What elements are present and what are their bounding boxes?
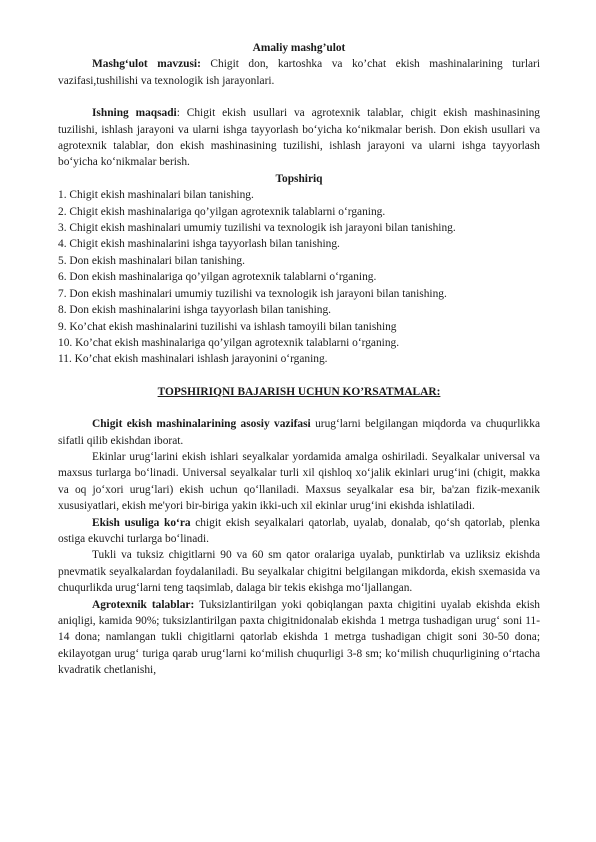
instructions-heading: TOPSHIRIQNI BAJARISH UCHUN KO’RSATMALAR: — [157, 385, 441, 398]
tasks-heading: Topshiriq — [275, 172, 323, 185]
task-item: 10. Ko’chat ekish mashinalariga qo’yilgan agrotexnik talablarni o‘rganing. — [58, 336, 400, 349]
task-item: 4. Chigit ekish mashinalarini ishga tayyorlash bilan tanishing. — [58, 238, 340, 251]
goal-label: Ishning maqsadi — [92, 107, 177, 120]
topic-label: Mashg‘ulot mavzusi: — [92, 58, 201, 71]
sowing-method-label: Ekish usuliga ko‘ra — [92, 516, 191, 529]
document-page — [58, 40, 540, 679]
seeders-paragraph: Ekinlar urug‘larini ekish ishlari seyalkalar yordamida amalga oshiriladi. Seyalkalar universal va maxsus turlarga bo‘linadi. Universal seyalkalar turli xil qishloq xo‘jalik ekinlari urug‘ini (chigit, makka va oq jo‘xori urug‘lari) ekish uchun qo‘llaniladi. Maxsus seyalkalar esa bir, ba'zan fizik-mexanik xususiyatlari, ekish me'yori bir-biriga yakin ikki-uch xil ekinlar urug‘ini ekishda ishlatiladi. — [58, 450, 540, 513]
task-item: 5. Don ekish mashinalari bilan tanishing. — [58, 254, 245, 267]
purpose-text: urug‘larni belgilangan miqdorda va chuqurlikka sifatli qilib ekishdan iborat. — [58, 418, 541, 447]
agrotechnical-label: Agrotexnik talablar: — [92, 598, 195, 611]
purpose-paragraph — [58, 416, 540, 449]
spacer — [58, 368, 540, 384]
task-item: 3. Chigit ekish mashinalari umumiy tuzilishi va texnologik ish jarayoni bilan tanishing. — [58, 222, 456, 235]
task-item: 11. Ko’chat ekish mashinalari ishlash jarayonini o‘rganing. — [58, 353, 328, 366]
task-item: 9. Ko’chat ekish mashinalarini tuzilishi va ishlash tamoyili bilan tanishing — [58, 320, 397, 333]
spacer — [58, 400, 540, 416]
spacer — [58, 89, 540, 105]
topic-paragraph — [58, 56, 540, 89]
purpose-label: Chigit ekish mashinalarining asosiy vazifasi — [92, 418, 311, 431]
goal-paragraph — [58, 105, 540, 171]
pneumatic-paragraph: Tukli va tuksiz chigitlarni 90 va 60 sm qator oralariga uyalab, punktirlab va uzliksiz ekishda pnevmatik seyalkalardan foydalaniladi. Bu seyalkalar chigitni belgilangan mikdorda, ekish sxemasida va chuqurlikda urug‘larni teng taqsimlab, dalaga bir tekis ekishga mo‘ljallangan. — [58, 549, 540, 595]
task-item: 6. Don ekish mashinalariga qo’yilgan agrotexnik talablarni o‘rganing. — [58, 271, 377, 284]
task-item: 8. Don ekish mashinalarini ishga tayyorlash bilan tanishing. — [58, 304, 332, 317]
sowing-method-paragraph — [58, 515, 540, 548]
agrotechnical-text: Tuksizlantirilgan yoki qobiqlangan paxta chigitini uyalab ekishda ekish aniqligi, kamida 90%; tuksizlantirilgan paxta chigitnidonalab ekishda 1 metrga tushadigan urug‘ soni 11-14 dona; namlangan tukli chigitlarni qatorlab ekishda 1 metrga tushadigan chigit soni 30-50 dona; ekilayotgan urug‘ turiga qarab urug‘larni ko‘milish chuqurligi 3-8 sm; ko‘milish chuqurligining o‘rtacha kvadratik chetlanishi, — [58, 598, 540, 677]
task-item: 7. Don ekish mashinalari umumiy tuzilishi va texnologik ish jarayoni bilan tanishing. — [58, 287, 447, 300]
tasks-list — [58, 187, 540, 367]
document-title: Amaliy mashg’ulot — [252, 42, 346, 54]
goal-text: : Chigit ekish usullari va agrotexnik talablar, chigit ekish mashinasining tuzilishi, ishlash jarayoni va ularni ishga tayyorlash bo‘yicha ko‘nikmalar berish. Don ekish usullari va agrotexnik talablar, don ekish mashinasining tuzilishi, ishlash jarayoni va ularni ishga tayyorlash bo‘yicha ko‘nikmalar berish. — [58, 107, 541, 169]
task-item: 2. Chigit ekish mashinalariga qo’yilgan agrotexnik talablarni o‘rganing. — [58, 205, 386, 218]
sowing-method-text: chigit ekish seyalkalari qatorlab, uyalab, donalab, qo‘sh qatorlab, plenka ostiga ekuvchi turlarga bo‘linadi. — [58, 516, 540, 545]
topic-text: Chigit don, kartoshka va ko’chat ekish mashinalarining turlari vazifasi,tushilishi va texnologik ish jarayonlari. — [58, 58, 540, 87]
task-item: 1. Chigit ekish mashinalari bilan tanishing. — [58, 189, 254, 202]
agrotechnical-paragraph — [58, 597, 540, 679]
